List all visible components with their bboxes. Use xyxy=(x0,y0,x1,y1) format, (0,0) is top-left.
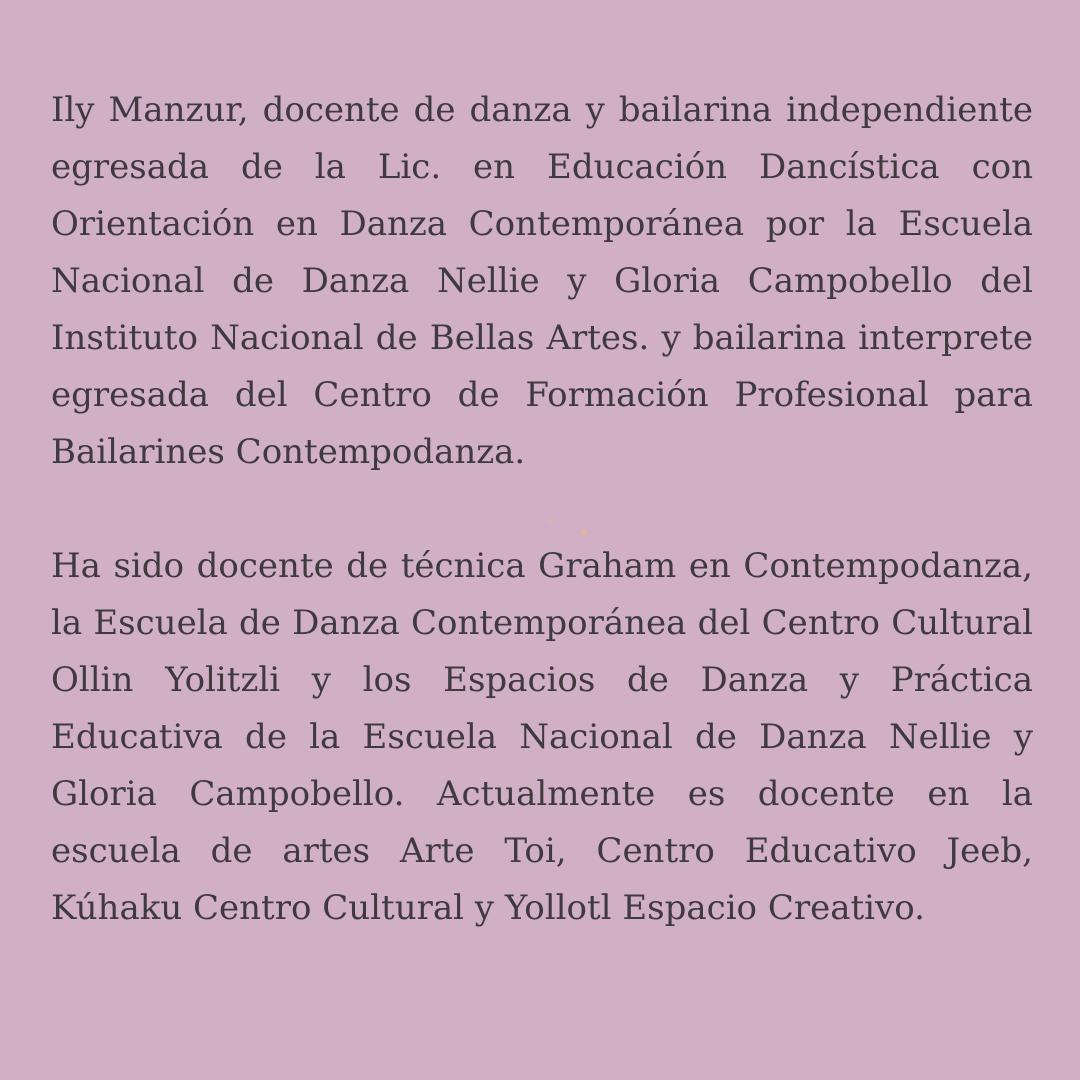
decorative-dot xyxy=(549,520,552,523)
bio-paragraph-1: Ily Manzur, docente de danza y bailarina independiente egresada de la Lic. en Educación Dancística con Orientación en Danza Contemporánea por la Escuela Nacional de Danza Nellie y Gloria Campobello del Instituto Nacional de Bellas Artes. y bailarina interprete egresada del Centro de Formación Profesional para Bailarines Contempodanza. xyxy=(51,90,1033,472)
decorative-dot xyxy=(582,530,586,534)
bio-paragraph-2: Ha sido docente de técnica Graham en Contempodanza, la Escuela de Danza Contemporánea del Centro Cultural Ollin Yolitzli y los Espacios de Danza y Práctica Educativa de la Escuela Nacional de Danza Nellie y Gloria Campobello. Actualmente es docente en la escuela de artes Arte Toi, Centro Educativo Jeeb, Kúhaku Centro Cultural y Yollotl Espacio Creativo. xyxy=(51,546,1033,928)
